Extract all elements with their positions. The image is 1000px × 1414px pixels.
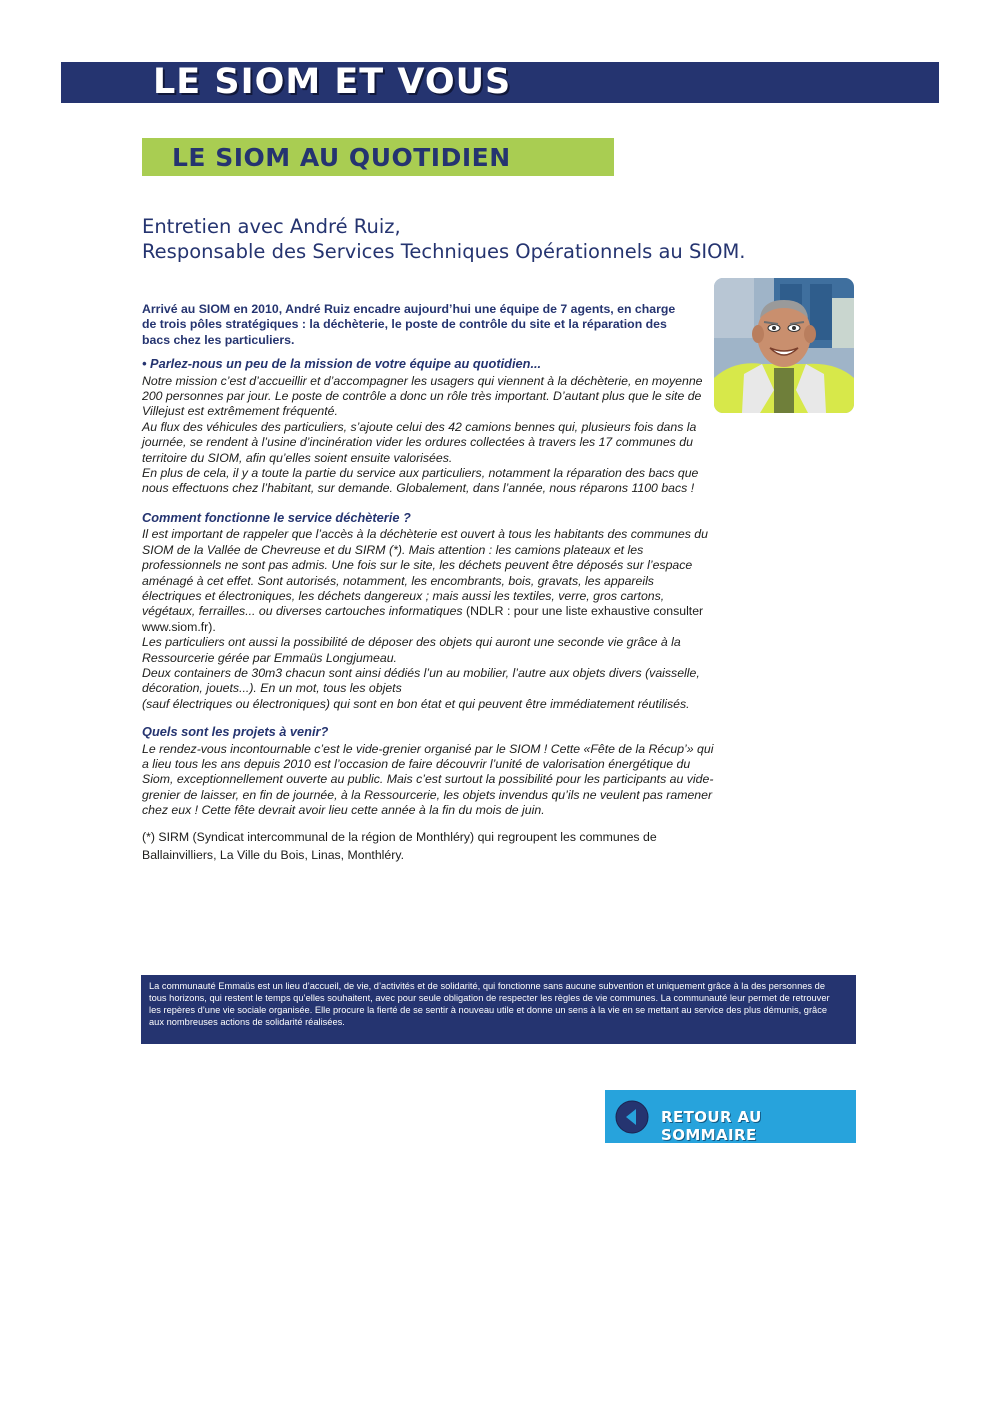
section-title: LE SIOM AU QUOTIDIEN [172,143,511,172]
answer-decheterie-1-text: Il est important de rappeler que l’accès à la déchèterie est ouvert à tous les habitants des communes du SIOM de la Vallée de Chevreuse et du SIRM (*). Mais attention : les camions plateaux et les professionnels ne sont pas admis. Une fois sur le site, les déchets peuvent être déposés sur l’espace aménagé à cet effet. Sont autorisés, notamment, les encombrants, bois, gravats, les appareils électriques et électroniques, les déchets dangereux ; mais aussi les textiles, verre, gros cartons, végétaux, ferrailles... ou diverses cartouches informatiques [142,527,708,619]
emmaus-info-box [141,975,856,1044]
back-to-summary-button[interactable] [605,1090,856,1143]
question-projets: Quels sont les projets à venir? [142,724,329,740]
answer-mission-1: Notre mission c’est d’accueillir et d’accompagner les usagers qui viennent à la déchèterie, en moyenne 200 personnes par jour. Le poste de contrôle a donc un rôle très important. D’autant plus que le site de Villejust est extrêmement fréquenté. [142,373,703,419]
back-to-summary-label: RETOUR AU SOMMAIRE [661,1108,762,1144]
question-mission: • Parlez-nous un peu de la mission de votre équipe au quotidien... [142,356,542,372]
headline-line-2: Responsable des Services Techniques Opérationnels au SIOM. [142,240,746,263]
answer-decheterie-1 [142,527,714,635]
answer-decheterie-3: Deux containers de 30m3 chacun sont ainsi dédiés l’un au mobilier, l’autre aux objets divers (vaisselle, décoration, jouets...). En un mot, tous les objets [142,665,700,696]
answer-mission-3: En plus de cela, il y a toute la partie du service aux particuliers, notamment la réparation des bacs que nous effectuons chez l’habitant, sur demande. Globalement, dans l’année, nous réparons 1100 bacs ! [142,466,699,496]
headline-line-1: Entretien avec André Ruiz, [142,215,401,238]
back-arrow-icon [615,1100,649,1134]
header-banner [61,62,939,103]
question-decheterie: Comment fonctionne le service déchèterie ? [142,509,411,525]
answer-decheterie-4: (sauf électriques ou électroniques) qui sont en bon état et qui peuvent être immédiatement réutilisés. [142,696,690,711]
interview-article [142,302,714,864]
portrait-photo [714,278,854,413]
answer-decheterie-2: Les particuliers ont aussi la possibilité de déposer des objets qui auront une seconde vie grâce à la Ressourcerie gérée par Emmaüs Longjumeau. [142,635,681,665]
answer-projets: Le rendez-vous incontournable c’est le vide-grenier organisé par le SIOM ! Cette «Fête de la Récup’» qui a lieu tous les ans depuis 2010 est l’occasion de faire découvrir l’unité de valorisation énergétique du Siom, exceptionnellement ouverte au public. Mais c’est surtout la possibilité pour les participants au vide-grenier de laisser, en fin de journée, à la Ressourcerie, les objets invendus qu’ils ne veulent pas ramener chez eux ! Cette fête devrait avoir lieu cette année à la fin du mois de juin. [142,741,714,818]
footnote-sirm: (*) SIRM (Syndicat intercommunal de la région de Monthléry) qui regroupent les communes de Ballainvilliers, La Ville du Bois, Linas, Monthléry. [142,829,657,862]
ndlr-note: (NDLR : pour une liste exhaustive consulter www.siom.fr). [142,604,704,634]
interview-headline [142,214,882,264]
page-title: LE SIOM ET VOUS [153,62,512,102]
portrait-illustration [714,278,854,413]
section-banner [142,138,614,176]
article-lead: Arrivé au SIOM en 2010, André Ruiz encadre aujourd’hui une équipe de 7 agents, en charge de trois pôles stratégiques : la déchèterie, le poste de contrôle du site et la réparation des bacs chez les particuliers. [142,302,676,347]
emmaus-info-text: La communauté Emmaüs est un lieu d’accueil, de vie, d’activités et de solidarité, qui fonctionne sans aucune subvention et uniquement grâce à la des personnes de tous horizons, qui restent le temps qu’elles souhaitent, avec pour seule obligation de respecter les règles de vie communes. La communauté leur permet de retrouver les repères d’une vie sociale organisée. Elle procure la fierté de se sentir à nouveau utile et donne un sens à la vie en se mettant au service des plus démunis, grâce aux nombreuses actions de solidarité réalisées. [149,981,830,1027]
answer-mission-2: Au flux des véhicules des particuliers, s’ajoute celui des 42 camions bennes qui, plusieurs fois dans la journée, se rendent à l’usine d’incinération vider les ordures collectées à travers les 17 communes du territoire du SIOM, afin qu’elles soient ensuite valorisées. [142,419,697,465]
